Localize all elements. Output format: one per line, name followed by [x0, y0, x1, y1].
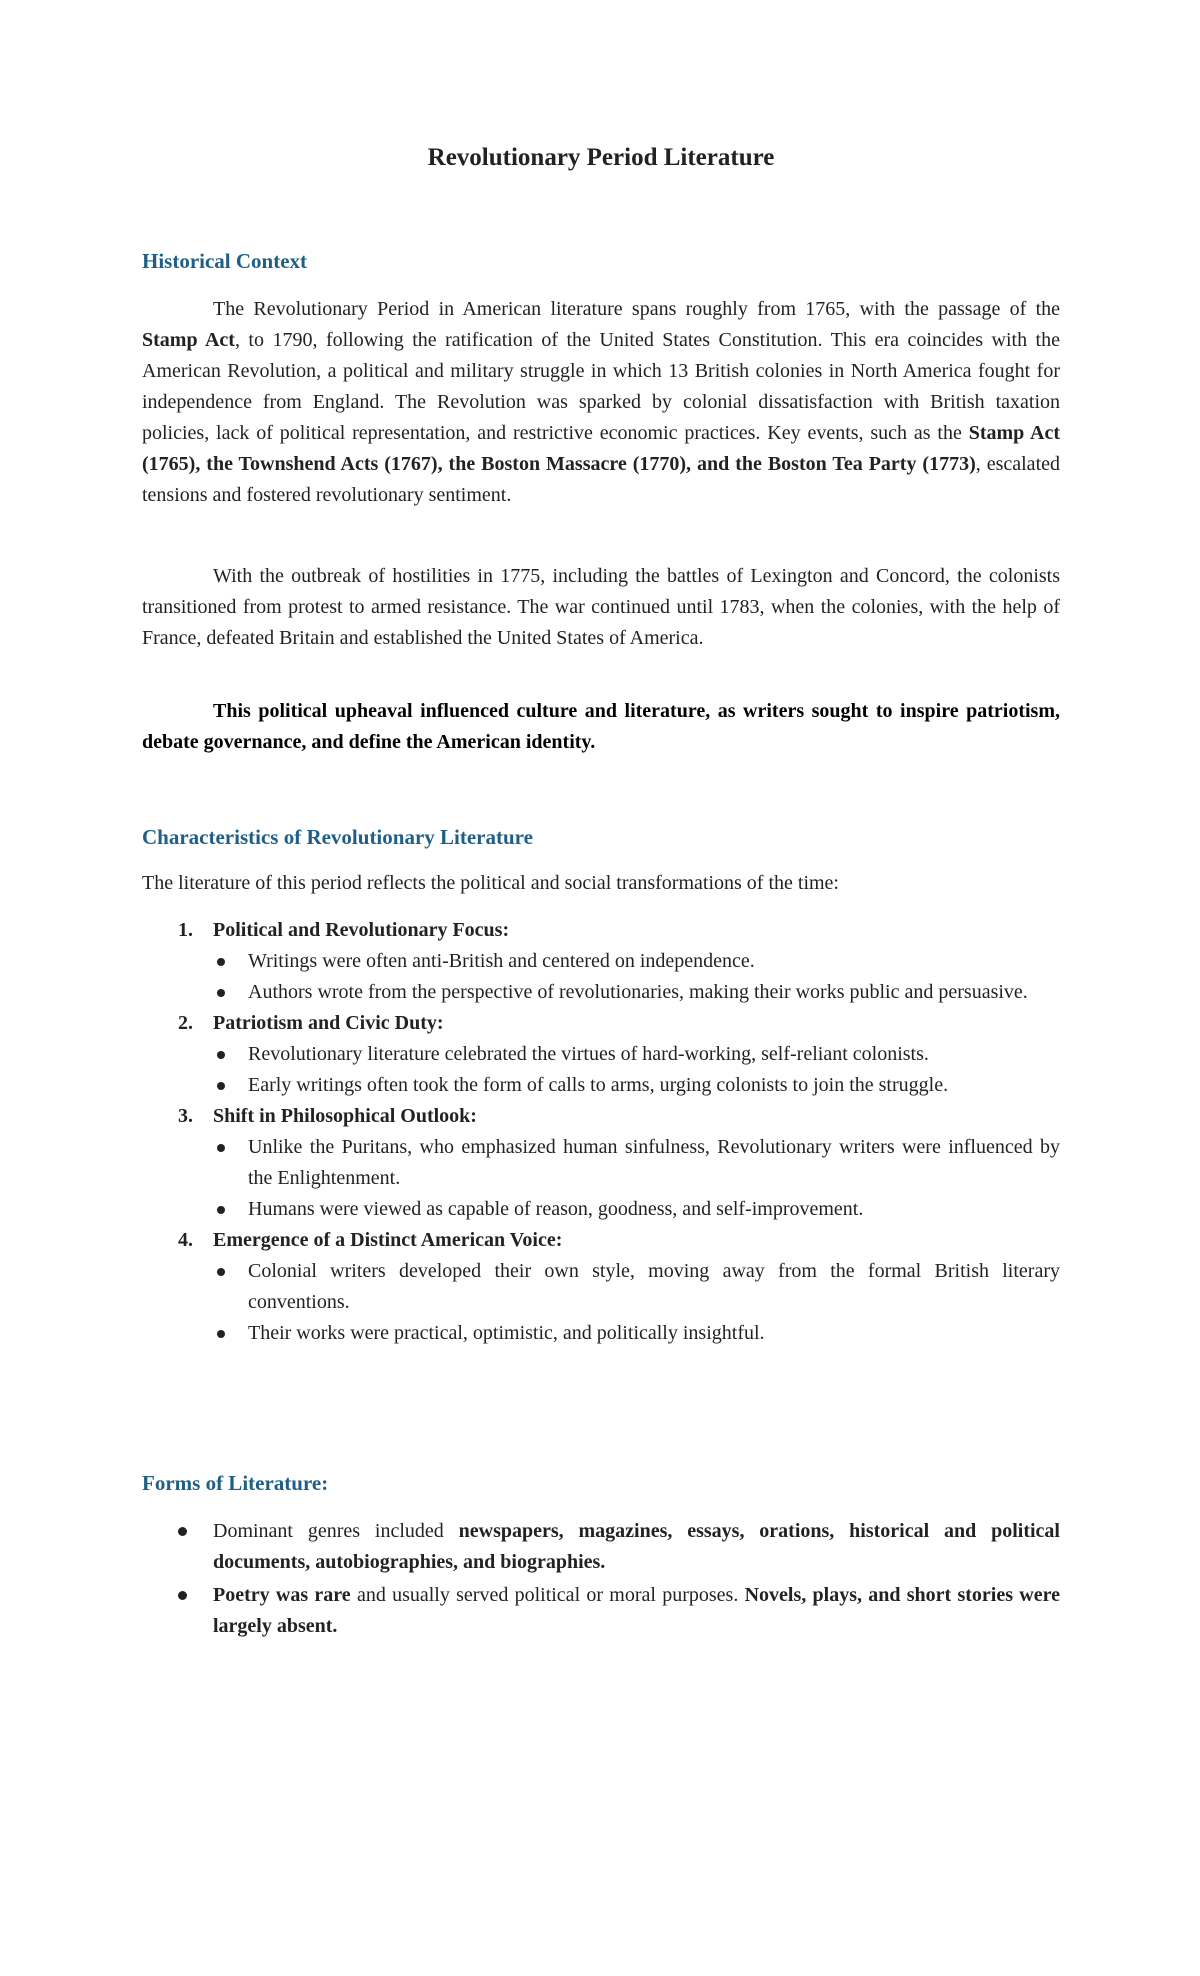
bold-run: This political upheaval influenced culture and literature, as writers sought to inspire patriotism, debate governance, and define the American identity.	[142, 700, 1060, 753]
forms-list	[142, 1516, 1060, 1644]
list-item-title: Shift in Philosophical Outlook:	[213, 1105, 477, 1127]
sub-list	[213, 946, 1060, 1008]
page-title: Revolutionary Period Literature	[427, 144, 775, 171]
sub-list-item: Their works were practical, optimistic, and politically insightful.	[213, 1318, 1060, 1349]
text-run: , to 1790, following the ratification of the United States Constitution. This era coincides with the American Revolution, a political and military struggle in which 13 British colonies in North America fought for independence from England. The Revolution was sparked by colonial dissatisfaction with British taxation policies, lack of political representation, and restrictive economic practices. Key events, such as the	[142, 329, 1060, 444]
bold-run: Poetry was rare	[213, 1584, 351, 1606]
list-item-title: Patriotism and Civic Duty:	[213, 1012, 444, 1034]
list-number: 3.	[178, 1105, 193, 1127]
list-item-title: Political and Revolutionary Focus:	[213, 919, 510, 941]
list-number: 4.	[178, 1229, 193, 1251]
sub-list-item: Revolutionary literature celebrated the virtues of hard-working, self-reliant colonists.	[213, 1039, 1060, 1070]
sub-list-item: Writings were often anti-British and centered on independence.	[213, 946, 1060, 977]
bold-run: Stamp Act	[142, 329, 235, 351]
text-run: and usually served political or moral purposes.	[350, 1584, 745, 1606]
list-item	[142, 1101, 1060, 1225]
list-item-title: Emergence of a Distinct American Voice:	[213, 1229, 563, 1251]
forms-heading: Forms of Literature:	[142, 1471, 329, 1495]
sub-list-item: Colonial writers developed their own style, moving away from the formal British literary conventions.	[213, 1256, 1060, 1318]
list-number: 1.	[178, 919, 193, 941]
historical-context-heading: Historical Context	[142, 249, 308, 273]
bold-run: Novels, plays, and short stories were largely absent.	[213, 1584, 1060, 1637]
text-run: , escalated tensions and fostered revolutionary sentiment.	[142, 453, 1060, 506]
characteristics-heading: Characteristics of Revolutionary Literature	[142, 825, 533, 849]
sub-list-item: Humans were viewed as capable of reason, goodness, and self-improvement.	[213, 1194, 1060, 1225]
historical-context-paragraph-3	[142, 696, 1060, 758]
characteristics-list	[142, 915, 1060, 1349]
list-item	[142, 915, 1060, 1008]
text-run: Dominant genres included	[213, 1520, 459, 1542]
historical-context-paragraph-1	[142, 294, 1060, 511]
list-number: 2.	[178, 1012, 193, 1034]
list-item	[142, 1225, 1060, 1349]
sub-list-item: Authors wrote from the perspective of revolutionaries, making their works public and persuasive.	[213, 977, 1060, 1008]
historical-context-paragraph-2: With the outbreak of hostilities in 1775, including the battles of Lexington and Concord, the colonists transitioned from protest to armed resistance. The war continued until 1783, when the colonies, with the help of France, defeated Britain and established the United States of America.	[142, 565, 1060, 649]
bold-run: newspapers, magazines, essays, orations, historical and political documents, autobiographies, and biographies.	[213, 1520, 1060, 1573]
sub-list	[213, 1039, 1060, 1101]
sub-list-item: Unlike the Puritans, who emphasized human sinfulness, Revolutionary writers were influenced by the Enlightenment.	[213, 1132, 1060, 1194]
sub-list-item: Early writings often took the form of calls to arms, urging colonists to join the struggle.	[213, 1070, 1060, 1101]
bold-run: Stamp Act (1765), the Townshend Acts (1767), the Boston Massacre (1770), and the Boston Tea Party (1773)	[142, 422, 1060, 475]
sub-list	[213, 1256, 1060, 1349]
list-item	[142, 1008, 1060, 1101]
characteristics-intro: The literature of this period reflects the political and social transformations of the time:	[142, 872, 839, 894]
text-run: The Revolutionary Period in American literature spans roughly from 1765, with the passage of the	[213, 298, 1060, 320]
list-item	[142, 1516, 1060, 1578]
list-item	[142, 1580, 1060, 1642]
sub-list	[213, 1132, 1060, 1225]
